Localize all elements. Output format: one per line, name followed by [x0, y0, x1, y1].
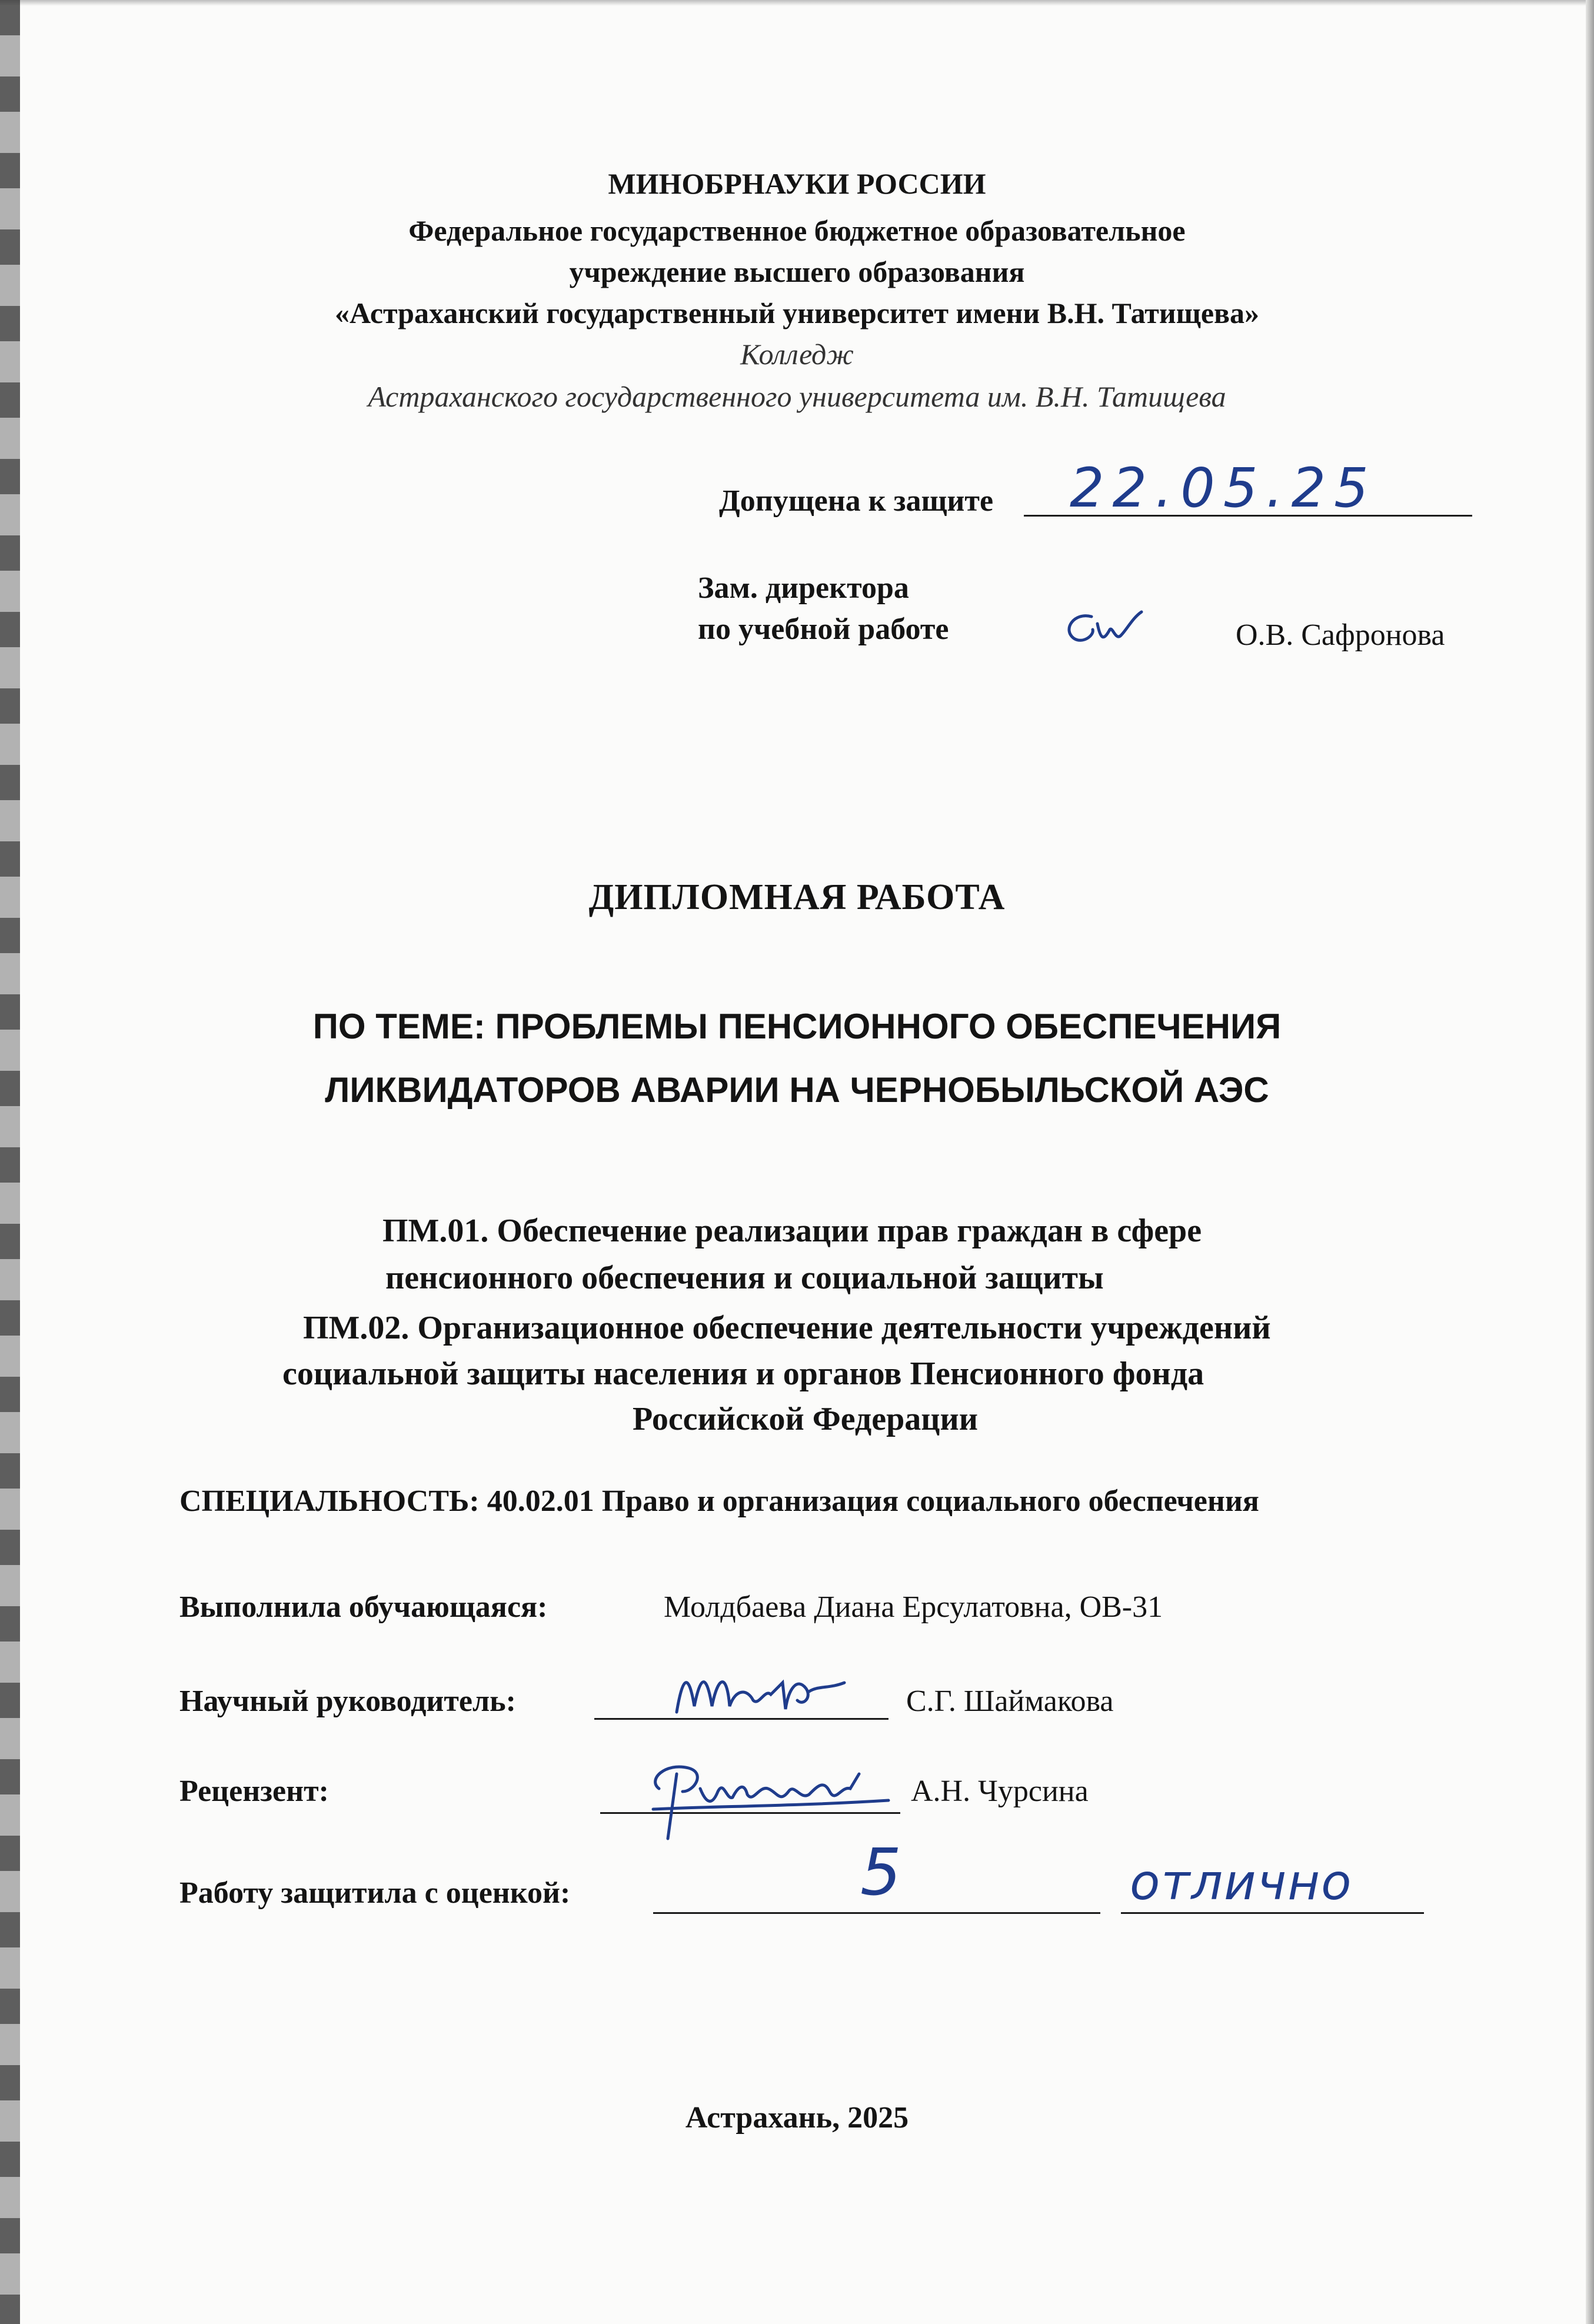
director-signature — [1056, 606, 1144, 653]
position-line-2: по учебной работе — [698, 612, 949, 646]
university-name: «Астраханский государственный университет имени В.Н. Татищева» — [334, 297, 1260, 329]
specialty-label: СПЕЦИАЛЬНОСТЬ: — [179, 1484, 480, 1518]
reviewer-name: А.Н. Чурсина — [911, 1774, 1089, 1808]
grade-word-line — [1121, 1912, 1424, 1914]
college-label: Колледж — [740, 338, 854, 371]
theme-line-1: ПО ТЕМЕ: ПРОБЛЕМЫ ПЕНСИОННОГО ОБЕСПЕЧЕНИЯ — [312, 1007, 1282, 1046]
grade-word-handwritten: отлично — [1130, 1853, 1353, 1911]
pm02-line-1: ПМ.02. Организационное обеспечение деятельности учреждений — [303, 1310, 1271, 1346]
grade-number-handwritten: 5 — [860, 1834, 901, 1910]
supervisor-signature — [671, 1665, 847, 1724]
ministry-name: МИНОБРНАУКИ РОССИИ — [608, 167, 986, 200]
admitted-date-handwritten: 22.05.25 — [1070, 457, 1377, 520]
pm01-line-1: ПМ.01. Обеспечение реализации прав граждан в сфере — [382, 1213, 1202, 1249]
college-of-university: Астраханского государственного университета им. В.Н. Татищева — [368, 380, 1226, 413]
student-label: Выполнила обучающаяся: — [179, 1590, 548, 1624]
supervisor-name: С.Г. Шаймакова — [906, 1684, 1114, 1718]
reviewer-signature — [641, 1756, 900, 1844]
document-type: ДИПЛОМНАЯ РАБОТА — [588, 877, 1006, 917]
student-value: Молдбаева Диана Ерсулатовна, ОВ-31 — [664, 1590, 1163, 1624]
institution-line-1: Федеральное государственное бюджетное образовательное — [408, 214, 1186, 247]
supervisor-label: Научный руководитель: — [179, 1684, 516, 1718]
grade-label: Работу защитила с оценкой: — [179, 1876, 571, 1910]
institution-line-2: учреждение высшего образования — [569, 255, 1025, 288]
pm01-line-2: пенсионного обеспечения и социальной защиты — [385, 1260, 1104, 1296]
position-line-1: Зам. директора — [698, 571, 909, 605]
theme-line-2: ЛИКВИДАТОРОВ АВАРИИ НА ЧЕРНОБЫЛЬСКОЙ АЭС — [325, 1070, 1269, 1110]
admitted-label: Допущена к защите — [719, 484, 994, 518]
reviewer-label: Рецензент: — [179, 1774, 329, 1808]
city-year: Астрахань, 2025 — [685, 2101, 909, 2135]
specialty-value: 40.02.01 Право и организация социального обеспечения — [487, 1484, 1259, 1518]
director-name: О.В. Сафронова — [1236, 618, 1445, 652]
grade-number-line — [653, 1912, 1100, 1914]
pm02-line-2: социальной защиты населения и органов Пенсионного фонда — [282, 1356, 1204, 1392]
scan-top-edge — [0, 0, 1594, 6]
specialty-row — [179, 1484, 1259, 1519]
pm02-line-3: Российской Федерации — [633, 1401, 979, 1437]
